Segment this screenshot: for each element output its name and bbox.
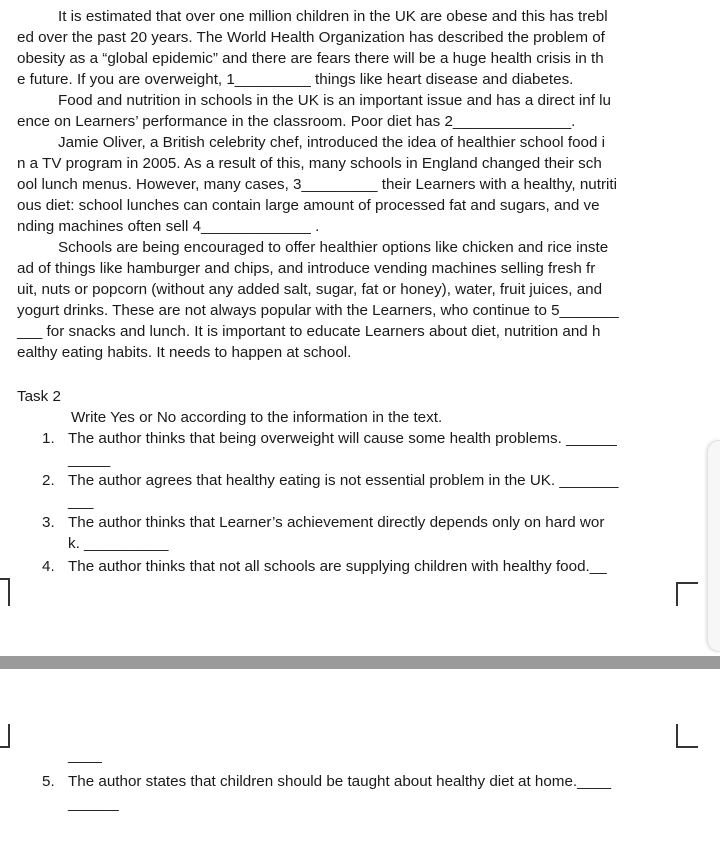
- task-instruction: Write Yes or No according to the information in the text.: [71, 409, 443, 426]
- question-text: The author thinks that being overweight will cause some health problems. ______: [68, 430, 617, 447]
- task-title: Task 2: [17, 388, 61, 405]
- question-answer-blank: ______: [68, 795, 119, 812]
- passage-line: ool lunch menus. However, many cases, 3_________ their Learners with a healthy, nutriti: [17, 176, 617, 193]
- question-number: 3.: [42, 514, 55, 531]
- question-number: 4.: [42, 558, 55, 575]
- passage-line: It is estimated that over one million children in the UK are obese and this has trebl: [58, 8, 608, 25]
- passage-line: ealthy eating habits. It needs to happen at school.: [17, 344, 352, 361]
- question-text: The author states that children should be taught about healthy diet at home.____: [68, 773, 611, 790]
- question-number: 5.: [42, 773, 55, 790]
- question-answer-blank: ____: [68, 747, 102, 764]
- passage-line: obesity as a “global epidemic” and there are fears there will be a huge health crisis in th: [17, 50, 604, 67]
- crop-mark: [676, 582, 698, 606]
- passage-line: Food and nutrition in schools in the UK is an important issue and has a direct inf lu: [58, 92, 611, 109]
- passage-line: ___ for snacks and lunch. It is important to educate Learners about diet, nutrition and h: [17, 323, 601, 340]
- question-text: The author thinks that not all schools are supplying children with healthy food.__: [68, 558, 607, 575]
- passage-line: ence on Learners’ performance in the classroom. Poor diet has 2______________.: [17, 113, 576, 130]
- passage-line: nding machines often sell 4_____________ .: [17, 218, 320, 235]
- question-text: The author thinks that Learner’s achievement directly depends only on hard wor: [68, 514, 605, 531]
- passage-line: yogurt drinks. These are not always popular with the Learners, who continue to 5_______: [17, 302, 619, 319]
- question-answer-blank: _____: [68, 451, 111, 468]
- crop-mark: [676, 724, 698, 748]
- passage-line: Jamie Oliver, a British celebrity chef, introduced the idea of healthier school food i: [58, 134, 606, 151]
- passage-line: ous diet: school lunches can contain large amount of processed fat and sugars, and ve: [17, 197, 600, 214]
- crop-mark: [0, 724, 10, 748]
- crop-mark: [0, 578, 10, 606]
- passage-line: ed over the past 20 years. The World Health Organization has described the problem of: [17, 29, 605, 46]
- question-text-continued: k. __________: [68, 535, 169, 552]
- page-separator: [0, 656, 720, 669]
- question-text: The author agrees that healthy eating is not essential problem in the UK. _______: [68, 472, 619, 489]
- question-number: 1.: [42, 430, 55, 447]
- side-scroll-handle[interactable]: [707, 440, 720, 652]
- passage-line: uit, nuts or popcorn (without any added salt, sugar, fat or honey), water, fruit juices, and: [17, 281, 603, 298]
- passage-line: Schools are being encouraged to offer healthier options like chicken and rice inste: [58, 239, 609, 256]
- passage-line: n a TV program in 2005. As a result of this, many schools in England changed their sch: [17, 155, 602, 172]
- document-page-2: [0, 669, 720, 851]
- passage-line: ad of things like hamburger and chips, and introduce vending machines selling fresh fr: [17, 260, 596, 277]
- question-answer-blank: ___: [68, 493, 94, 510]
- passage-line: e future. If you are overweight, 1_________ things like heart disease and diabetes.: [17, 71, 574, 88]
- question-number: 2.: [42, 472, 55, 489]
